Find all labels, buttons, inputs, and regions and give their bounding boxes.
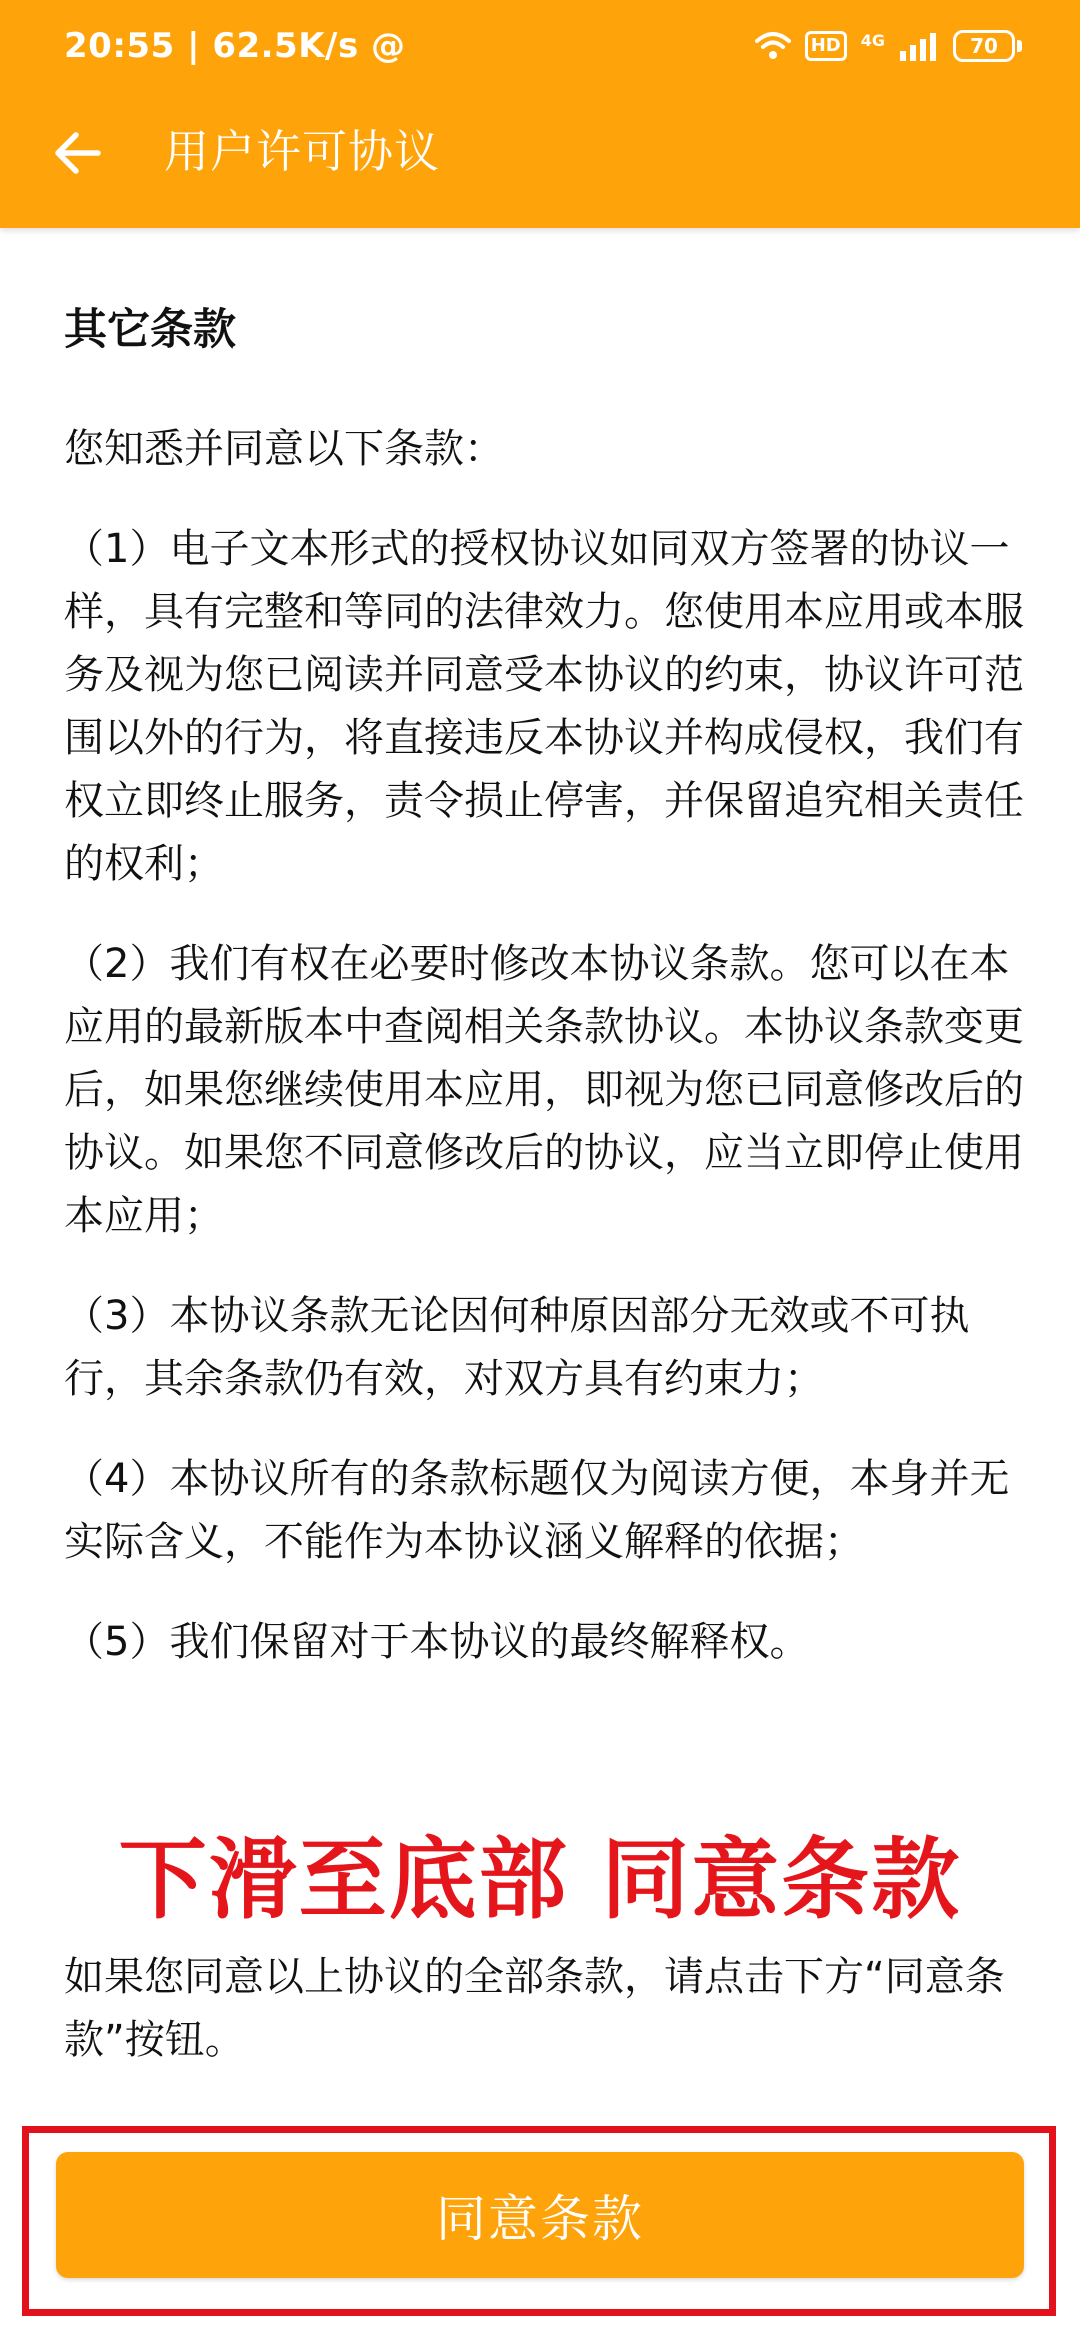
- clause-5: （5）我们保留对于本协议的最终解释权。: [64, 1619, 810, 1665]
- hd-badge: HD: [805, 31, 847, 61]
- signal-icon: [899, 31, 939, 61]
- wifi-icon: [755, 31, 791, 61]
- scroll-notice: 下滑至底部 同意条款: [118, 1828, 962, 1931]
- section-heading: 其它条款: [64, 305, 236, 355]
- clause-4: （4）本协议所有的条款标题仅为阅读方便，本身并无实际含义，不能作为本协议涵义解释的依据；: [64, 1456, 1010, 1565]
- clause-1: （1）电子文本形式的授权协议如同双方签署的协议一样，具有完整和等同的法律效力。您使用本应用或本服务及视为您已阅读并同意受本协议的约束，协议许可范围以外的行为，将直接违反本协议并构成侵权，我们有权立即终止服务，责令损止停害，并保留追究相关责任的权利；: [64, 526, 1024, 887]
- clause-3: （3）本协议条款无论因何种原因部分无效或不可执行，其余条款仍有效，对双方具有约束力；: [64, 1293, 970, 1402]
- status-icons: [755, 26, 1022, 66]
- back-button[interactable]: [44, 120, 110, 186]
- arrow-left-icon: [52, 131, 102, 175]
- agree-button[interactable]: 同意条款: [56, 2152, 1024, 2278]
- agreement-content: [64, 300, 1024, 1711]
- battery-icon: [953, 30, 1022, 62]
- page-title: 用户许可协议: [164, 125, 441, 178]
- battery-level: 70: [953, 30, 1015, 62]
- app-bar: [0, 0, 1080, 228]
- battery-tip: [1017, 40, 1022, 52]
- network-type: 4G: [860, 31, 885, 50]
- status-time: 20:55 | 62.5K/s @: [64, 26, 406, 66]
- intro-text: 您知悉并同意以下条款：: [64, 426, 504, 472]
- clause-2: （2）我们有权在必要时修改本协议条款。您可以在本应用的最新版本中查阅相关条款协议。本协议条款变更后，如果您继续使用本应用，即视为您已同意修改后的协议。如果您不同意修改后的协议，应当立即停止使用本应用；: [64, 941, 1024, 1239]
- status-bar: [0, 0, 1080, 92]
- agree-instruction: 如果您同意以上协议的全部条款，请点击下方“同意条款”按钮。: [64, 1954, 1005, 2063]
